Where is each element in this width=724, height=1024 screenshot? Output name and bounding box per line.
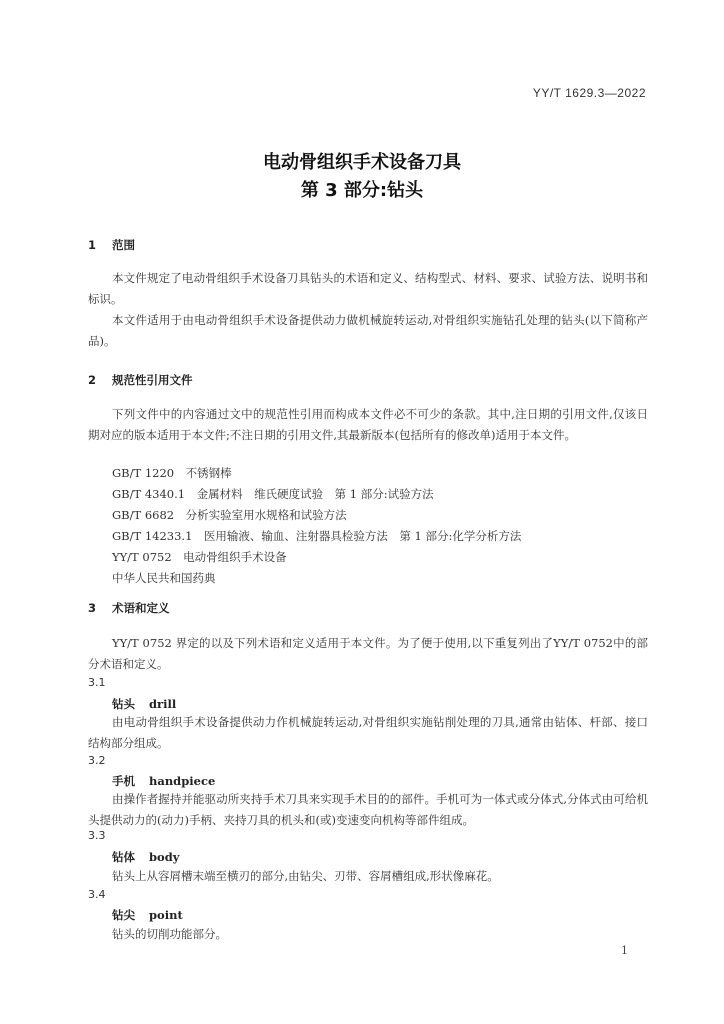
clause-number: 3.2 <box>88 754 106 767</box>
term-en: body <box>149 850 180 864</box>
references-intro-paragraph: 下列文件中的内容通过文中的规范性引用而构成本文件必不可少的条款。其中,注日期的引用文件,仅该日期对应的版本适用于本文件;不注日期的引用文件,其最新版本(包括所有的修改单)适用于本文件。 <box>88 407 648 442</box>
term-en: drill <box>149 697 177 711</box>
section-heading-terms <box>88 600 170 616</box>
term-entry <box>112 696 176 712</box>
scope-paragraph-1: 本文件规定了电动骨组织手术设备刀具钻头的术语和定义、结构型式、材料、要求、试验方法、说明书和标识。 <box>88 271 648 306</box>
term-definition: 钻头上从容屑槽末端至横刃的部分,由钻尖、刃带、容屑槽组成,形状像麻花。 <box>112 869 499 883</box>
term-zh: 钻体 <box>112 850 135 864</box>
term-definition: 钻头的切削功能部分。 <box>112 927 227 941</box>
term-definition: 由电动骨组织手术设备提供动力作机械旋转运动,对骨组织实施钻削处理的刀具,通常由钻体、杆部、接口结构部分组成。 <box>88 715 648 750</box>
document-title: 电动骨组织手术设备刀具 <box>263 152 461 173</box>
standard-code: YY/T 1629.3—2022 <box>532 86 646 100</box>
term-entry <box>112 773 215 789</box>
terms-intro-paragraph: YY/T 0752 界定的以及下列术语和定义适用于本文件。为了便于使用,以下重复列出了YY/T 0752中的部分术语和定义。 <box>88 636 648 671</box>
term-en: point <box>149 908 183 922</box>
clause-number: 3.4 <box>88 888 106 901</box>
scope-paragraph-2: 本文件适用于由电动骨组织手术设备提供动力做机械旋转运动,对骨组织实施钻孔处理的钻头(以下简称产品)。 <box>88 313 648 348</box>
reference-item: GB/T 1220 不锈钢棒 <box>112 466 232 480</box>
section-heading-scope <box>88 237 135 253</box>
section-heading-normative-references <box>88 372 193 388</box>
term-definition: 由操作者握持并能驱动所夹持手术刀具来实现手术目的的部件。手机可为一体式或分体式,分体式由可给机头提供动力的(动力)手柄、夹持刀具的机头和(或)变速变向机构等部件组成。 <box>88 792 648 827</box>
reference-item: GB/T 14233.1 医用输液、输血、注射器具检验方法 第 1 部分:化学分析方法 <box>112 529 522 543</box>
section-title: 规范性引用文件 <box>112 373 193 387</box>
page-number: 1 <box>621 944 628 957</box>
section-number: 3 <box>88 601 97 615</box>
term-zh: 钻头 <box>112 697 135 711</box>
reference-item: GB/T 6682 分析实验室用水规格和试验方法 <box>112 508 347 522</box>
section-title: 范围 <box>112 238 136 252</box>
term-entry <box>112 907 183 923</box>
reference-item: YY/T 0752 电动骨组织手术设备 <box>112 550 287 564</box>
term-zh: 手机 <box>112 774 135 788</box>
reference-item: 中华人民共和国药典 <box>112 571 216 585</box>
term-zh: 钻尖 <box>112 908 135 922</box>
clause-number: 3.1 <box>88 676 106 689</box>
term-en: handpiece <box>149 774 216 788</box>
document-subtitle: 第 3 部分:钻头 <box>300 180 424 201</box>
section-title: 术语和定义 <box>112 601 170 615</box>
section-number: 1 <box>88 238 97 252</box>
section-number: 2 <box>88 373 97 387</box>
reference-item: GB/T 4340.1 金属材料 维氏硬度试验 第 1 部分:试验方法 <box>112 487 434 501</box>
clause-number: 3.3 <box>88 829 106 842</box>
term-entry <box>112 849 179 865</box>
